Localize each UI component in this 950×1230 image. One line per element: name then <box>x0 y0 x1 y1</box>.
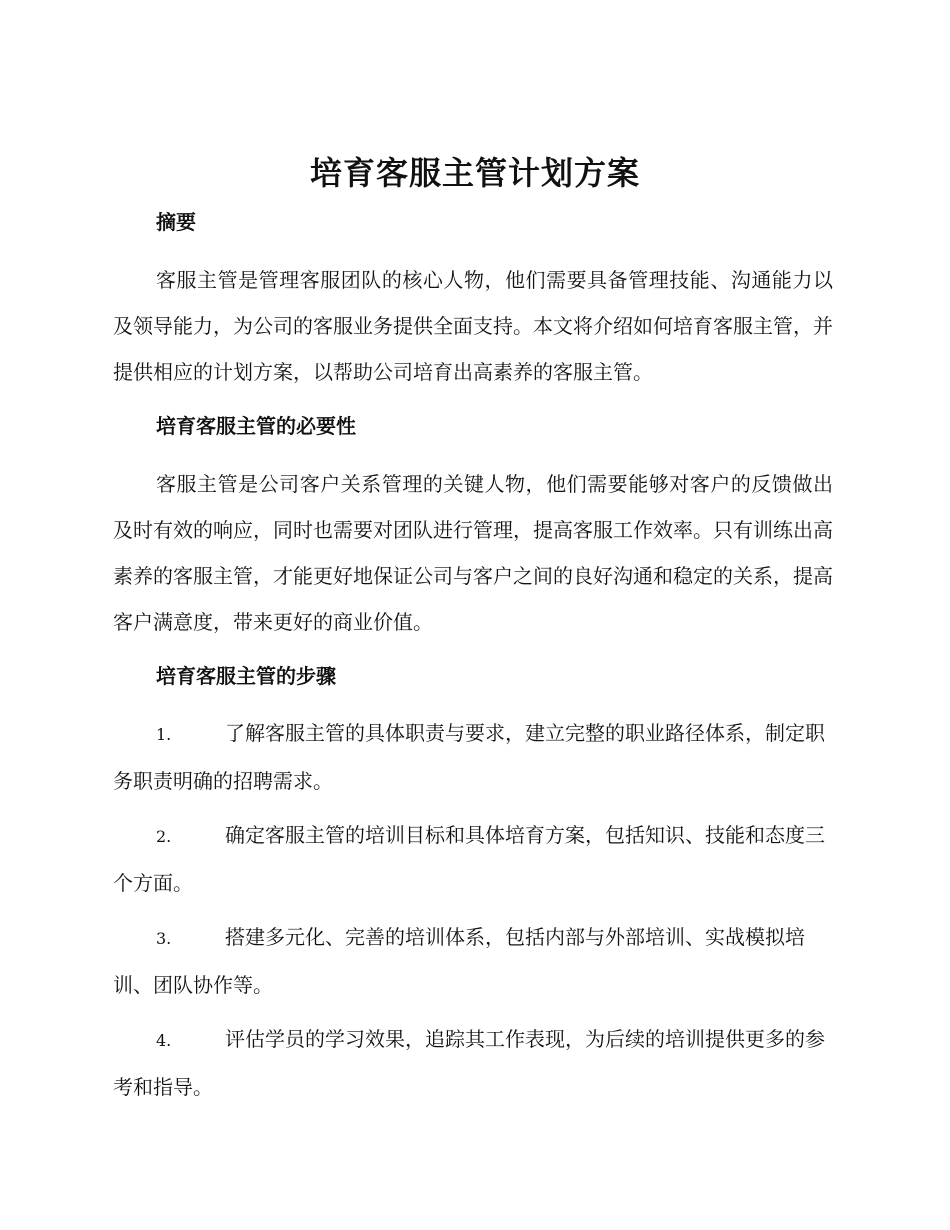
section-heading-abstract: 摘要 <box>156 210 196 234</box>
list-item-text: 搭建多元化、完善的培训体系，包括内部与外部培训、实战模拟培训、团队协作等。 <box>113 925 805 997</box>
list-item <box>113 1016 833 1110</box>
list-item-number: 3. <box>156 929 172 948</box>
list-item-text: 评估学员的学习效果，追踪其工作表现，为后续的培训提供更多的参考和指导。 <box>113 1027 825 1099</box>
list-item-text: 确定客服主管的培训目标和具体培育方案，包括知识、技能和态度三个方面。 <box>113 823 825 895</box>
list-item <box>113 710 833 804</box>
section-heading-necessity: 培育客服主管的必要性 <box>156 414 356 438</box>
list-item <box>113 812 833 906</box>
abstract-paragraph: 客服主管是管理客服团队的核心人物，他们需要具备管理技能、沟通能力以及领导能力，为公司的客服业务提供全面支持。本文将介绍如何培育客服主管，并提供相应的计划方案，以帮助公司培育出高素养的客服主管。 <box>113 268 833 384</box>
list-item-number: 2. <box>156 827 172 846</box>
list-item <box>113 914 833 1008</box>
document-title: 培育客服主管计划方案 <box>309 154 640 192</box>
section-heading-steps: 培育客服主管的步骤 <box>156 664 336 688</box>
necessity-paragraph: 客服主管是公司客户关系管理的关键人物，他们需要能够对客户的反馈做出及时有效的响应，同时也需要对团队进行管理，提高客服工作效率。只有训练出高素养的客服主管，才能更好地保证公司与客户之间的良好沟通和稳定的关系，提高客户满意度，带来更好的商业价值。 <box>113 472 833 634</box>
list-item-text: 了解客服主管的具体职责与要求，建立完整的职业路径体系，制定职务职责明确的招聘需求。 <box>113 721 825 793</box>
list-item-number: 4. <box>156 1031 172 1050</box>
list-item-number: 1. <box>156 725 172 744</box>
